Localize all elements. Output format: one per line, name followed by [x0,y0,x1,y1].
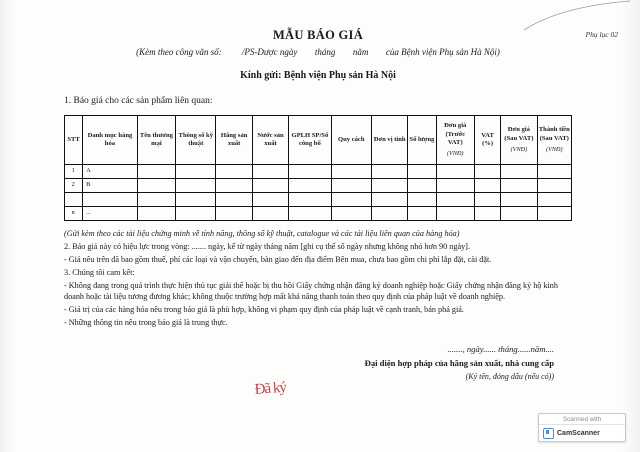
attach-dots-1 [225,47,239,57]
th-danh-muc-hang-hoa: Danh mục hàng hóa [83,116,138,165]
th-vat-percent: VAT (%) [474,116,500,165]
attach-month: tháng [314,47,336,57]
cell-nuoc-sx [252,165,288,179]
attachment-reference-line [64,47,572,57]
cell-danh-muc [83,193,138,207]
table-header-row [65,116,572,165]
th-so-luong: Số lượng [408,116,436,165]
cell-danh-muc: B [83,179,138,193]
cell-thanh-tien [537,193,571,207]
th-thanh-tien-label: Thành tiền (Sau VAT) [538,126,570,142]
cell-so-luong [408,193,436,207]
th-ten-thuong-mai: Tên thương mại [137,116,175,165]
cell-hang-sx [216,193,252,207]
cell-nuoc-sx [252,179,288,193]
cell-quy-cach [331,193,371,207]
cell-thanh-tien [537,165,571,179]
th-thanh-tien-sau-vat [537,116,571,165]
signature-date-line: ......., ngày...... tháng......năm.... [447,344,554,355]
document-body [64,28,572,383]
th-thong-so-ky-thuat: Thông số kỹ thuật [176,116,216,165]
cell-don-gia-truoc [436,193,474,207]
cell-hang-sx [216,179,252,193]
addressee-line: Kính gửi: Bệnh viện Phụ sản Hà Nội [240,70,396,81]
signature-instruction: (Ký tên, đóng dấu (nếu có)) [465,371,554,381]
cell-don-gia-sau [501,207,537,221]
cell-thong-so [176,193,216,207]
notes-block [64,228,572,329]
th-gplh: GPLH SP/Số công bố [289,116,331,165]
cell-thanh-tien [537,179,571,193]
th-don-gia-truoc-vat-unit: (VNĐ) [447,149,464,157]
cell-danh-muc: ... [83,207,138,221]
cell-don-gia-truoc [436,179,474,193]
cell-so-luong [408,165,436,179]
document-title: MẪU BÁO GIÁ [272,28,364,42]
attach-year: năm [352,47,369,57]
cell-don-gia-sau [501,193,537,207]
attach-dots-4 [372,47,383,57]
cell-hang-sx [216,165,252,179]
th-nuoc-san-xuat: Nước sản xuất [252,116,288,165]
cell-thong-so [176,207,216,221]
cell-vat [474,165,500,179]
camscanner-watermark [538,413,626,442]
th-don-gia-truoc-vat [436,116,474,165]
cell-so-luong [408,207,436,221]
table-row [65,207,572,221]
cell-danh-muc: A [83,165,138,179]
attach-mid: /PS-Dược ngày [241,47,298,57]
cell-don-vi [371,193,407,207]
signature-role: Đại diện hợp pháp của hãng sản xuất, nhà cung cấp [364,357,554,368]
cell-don-vi [371,165,407,179]
quotation-table [64,115,572,221]
attach-prefix: (Kèm theo công văn số: [136,47,222,57]
note-commitment-2: - Giá trị của các hàng hóa nêu trong báo giá là phù hợp, không vi phạm quy định của pháp luật về cạnh tranh, bán phá giá. [64,305,464,315]
th-don-gia-sau-vat [501,116,537,165]
cell-vat [474,207,500,221]
th-quy-cach: Quy cách [331,116,371,165]
th-don-gia-truoc-vat-label: Đơn giá (Trước VAT) [444,122,467,146]
cell-stt: 1 [65,165,83,179]
cell-don-gia-truoc [436,207,474,221]
cell-stt: 2 [65,179,83,193]
camscanner-icon [543,428,554,439]
cell-ten-thuong-mai [137,179,175,193]
table-row [65,179,572,193]
cell-ten-thuong-mai [137,165,175,179]
th-don-vi-tinh: Đơn vị tính [371,116,407,165]
cell-nuoc-sx [252,193,288,207]
table-row [65,165,572,179]
cell-ten-thuong-mai [137,207,175,221]
scanned-with-label: Scanned with [562,416,602,423]
cell-don-vi [371,207,407,221]
cell-quy-cach [331,165,371,179]
appendix-label: Phụ lục 02 [585,30,618,39]
note-attachment: (Gửi kèm theo các tài liệu chứng minh về tính năng, thông số kỹ thuật, catalogue và các tài liệu liên quan của hàng hóa) [64,229,460,238]
cell-quy-cach [331,179,371,193]
note-price-includes: - Giá nêu trên đã bao gồm thuế, phí các loại và vận chuyển, bàn giao đến địa điểm Bên mua, chưa bao gồm chi phí lắp đặt, cài đặt. [64,254,492,264]
cell-gplh [289,207,331,221]
attach-dots-3 [339,47,350,57]
th-don-gia-sau-vat-unit: (VNĐ) [510,145,528,153]
th-thanh-tien-unit: (VNĐ) [546,145,563,153]
cell-stt: n [65,207,83,221]
cell-so-luong [408,179,436,193]
th-hang-san-xuat: Hãng sản xuất [216,116,252,165]
cell-thong-so [176,165,216,179]
note-validity: 2. Báo giá này có hiệu lực trong vòng: ....... ngày, kể từ ngày tháng năm [ghi cụ thể số ngày nhưng không nhỏ hơn 90 ngày]. [64,241,470,251]
note-commitment-1: - Không đang trong quá trình thực hiện thủ tục giải thể hoặc bị thu hồi Giấy chứng nhận đăng ký doanh nghiệp hoặc Giấy chứng nhận đăng ký hộ kinh doanh hoặc tài liệu tương đương khác; không thuộc trường hợp mất khả năng thanh toán theo quy định của pháp luật về doanh nghiệp. [64,280,558,302]
cell-don-gia-truoc [436,165,474,179]
cell-thong-so [176,179,216,193]
cell-vat [474,179,500,193]
cell-stt [65,193,83,207]
th-don-gia-sau-vat-label: Đơn giá (Sau VAT) [504,126,534,142]
th-stt: STT [65,116,83,165]
attach-suffix: của Bệnh viện Phụ sản Hà Nội) [385,47,500,57]
cell-vat [474,193,500,207]
cell-quy-cach [331,207,371,221]
cell-ten-thuong-mai [137,193,175,207]
note-commitment-3: - Những thông tin nêu trong báo giá là trung thực. [64,318,228,328]
cell-gplh [289,179,331,193]
note-commitments-heading: 3. Chúng tôi cam kết: [64,267,135,277]
section-1-heading: 1. Báo giá cho các sản phẩm liên quan: [64,96,213,106]
cell-gplh [289,165,331,179]
cell-nuoc-sx [252,207,288,221]
table-row [65,193,572,207]
camscanner-name: CamScanner [557,429,600,437]
attach-dots-2 [301,47,312,57]
cell-thanh-tien [537,207,571,221]
camscanner-brand [539,424,625,441]
cell-don-gia-sau [501,179,537,193]
handwritten-stamp: Đã ký [254,379,287,398]
cell-hang-sx [216,207,252,221]
cell-don-gia-sau [501,165,537,179]
cell-gplh [289,193,331,207]
cell-don-vi [371,179,407,193]
